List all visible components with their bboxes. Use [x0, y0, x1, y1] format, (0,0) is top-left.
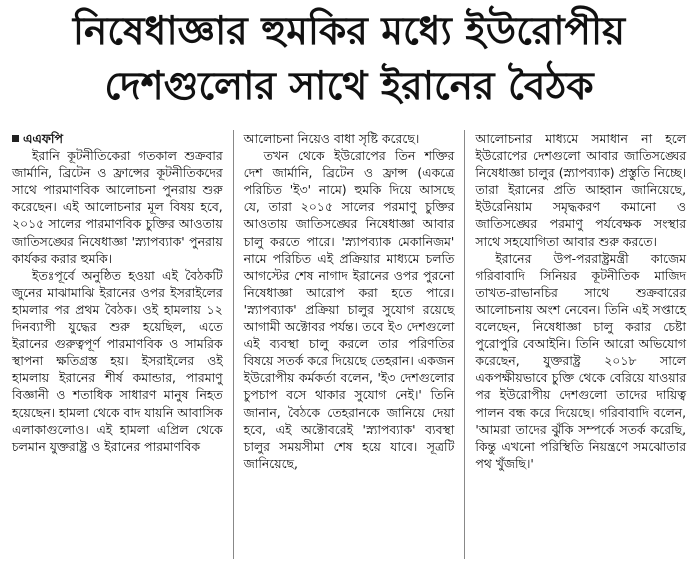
- column-1: [8, 130, 227, 559]
- column-divider: [464, 130, 465, 559]
- byline-bullet-icon: [12, 135, 19, 142]
- paragraph: ইরানি কূটনীতিকেরা গতকাল শুক্রবার জার্মানি, ব্রিটেন ও ফ্রান্সের কূটনীতিকদের সাথে পারমাণবিক আলোচনা পুনরায় শুরু করেছেন। এই আলোচনার মূল বিষয় হবে, ২০১৫ সালের পারমাণবিক চুক্তির আওতায় জাতিসঙ্ঘের নিষেধাজ্ঞা 'স্ন্যাপব্যাক' পুনরায় কার্যকর করার হুমকি।: [12, 148, 223, 266]
- paragraph: আলোচনা নিয়েও বাধা সৃষ্টি করেছে।: [243, 131, 420, 146]
- column-divider: [233, 130, 234, 559]
- byline: [12, 130, 223, 147]
- column-3: [471, 130, 690, 559]
- column-2: [240, 130, 459, 559]
- paragraph: তখন থেকে ইউরোপের তিন শক্তির দেশ জার্মানি, ব্রিটেন ও ফ্রান্স (একত্রে পরিচিত 'ই৩' নামে) হুমকি দিয়ে আসছে যে, তারা ২০১৫ সালের পরমাণু চুক্তির আওতায় জাতিসঙ্ঘের নিষেধাজ্ঞা আবার চালু করতে পারে। 'স্ন্যাপব্যাক মেকানিজম' নামে পরিচিত এই প্রক্রিয়ার মাধ্যমে চলতি আগস্টের শেষ নাগাদ ইরানের ওপর পুরনো নিষেধাজ্ঞা আরোপ করা হতে পারে। 'স্ন্যাপব্যাক' প্রক্রিয়া চালুর সুযোগ রয়েছে আগামী অক্টোবর পর্যন্ত। তবে ই৩ দেশগুলো এই ব্যবস্থা চালু করলে তার পরিণতির বিষয়ে সতর্ক করে দিয়েছে তেহরান। একজন ইউরোপীয় কর্মকর্তা বলেন, 'ই৩ দেশগুলোর চুপচাপ বসে থাকার সুযোগ নেই।' তিনি জানান, বৈঠকে তেহরানকে জানিয়ে দেয়া হবে, এই অক্টোবরেই 'স্ন্যাপব্যাক' ব্যবস্থা চালুর সময়সীমা শেষ হয়ে যাবে। সূত্রটি জানিয়েছে,: [243, 148, 455, 471]
- paragraph: আলোচনার মাধ্যমে সমাধান না হলে ইউরোপের দেশগুলো আবার জাতিসঙ্ঘের নিষেধাজ্ঞা চালুর (স্ন্যাপব্যাক) প্রস্তুতি নিচ্ছে। তারা ইরানের প্রতি আহ্বান জানিয়েছে, ইউরেনিয়াম সমৃদ্ধকরণ কমানো ও জাতিসঙ্ঘের পরমাণু পর্যবেক্ষক সংস্থার সাথে সহযোগিতা আবার শুরু করতে।: [475, 131, 687, 249]
- paragraph: ইতঃপূর্বে অনুষ্ঠিত হওয়া এই বৈঠকটি জুনের মাঝামাঝি ইরানের ওপর ইসরাইলের হামলার পর প্রথম বৈঠক। ওই হামলায় ১২ দিনব্যাপী যুদ্ধের শুরু হয়েছিল, এতে ইরানের গুরুত্বপূর্ণ পারমাণবিক ও সামরিক স্থাপনা ক্ষতিগ্রস্ত হয়। ইসরাইলের ওই হামলায় ইরানের শীর্ষ কমান্ডার, পারমাণু বিজ্ঞানী ও শতাধিক সাধারণ মানুষ নিহত হয়েছেন। হামলা থেকে বাদ যায়নি আবাসিক এলাকাগুলোও। এই হামলা এপ্রিল থেকে চলমান যুক্তরাষ্ট্র ও ইরানের পারমাণবিক: [12, 267, 223, 454]
- headline: [8, 4, 690, 114]
- paragraph: ইরানের উপ-পররাষ্ট্রমন্ত্রী কাজেম গরিবাবাদি সিনিয়র কূটনীতিক মাজিদ তাখত-রাভানচির সাথে শুক্রবারের আলোচনায় অংশ নেবেন। তিনি এই সপ্তাহে বলেছেন, নিষেধাজ্ঞা চালু করার চেষ্টা পুরোপুরি বেআইনি। তিনি আরো অভিযোগ করেছেন, যুক্তরাষ্ট্র ২০১৮ সালে একপক্ষীয়ভাবে চুক্তি থেকে বেরিয়ে যাওয়ার পর ইউরোপীয় দেশগুলো তাদের দায়িত্ব পালন বন্ধ করে দিয়েছে। গরিবাবাদি বলেন, 'আমরা তাদের ঝুঁকি সম্পর্কে সতর্ক করেছি, কিন্তু এখনো পরিস্থিতি নিয়ন্ত্রণে সমঝোতার পথ খুঁজছি।': [475, 250, 687, 471]
- headline-line-2: দেশগুলোর সাথে ইরানের বৈঠক: [104, 64, 594, 109]
- article-body: [8, 130, 690, 559]
- headline-line-1: নিষেধাজ্ঞার হুমকির মধ্যে ইউরোপীয়: [72, 9, 626, 54]
- byline-text: এএফপি: [23, 131, 63, 146]
